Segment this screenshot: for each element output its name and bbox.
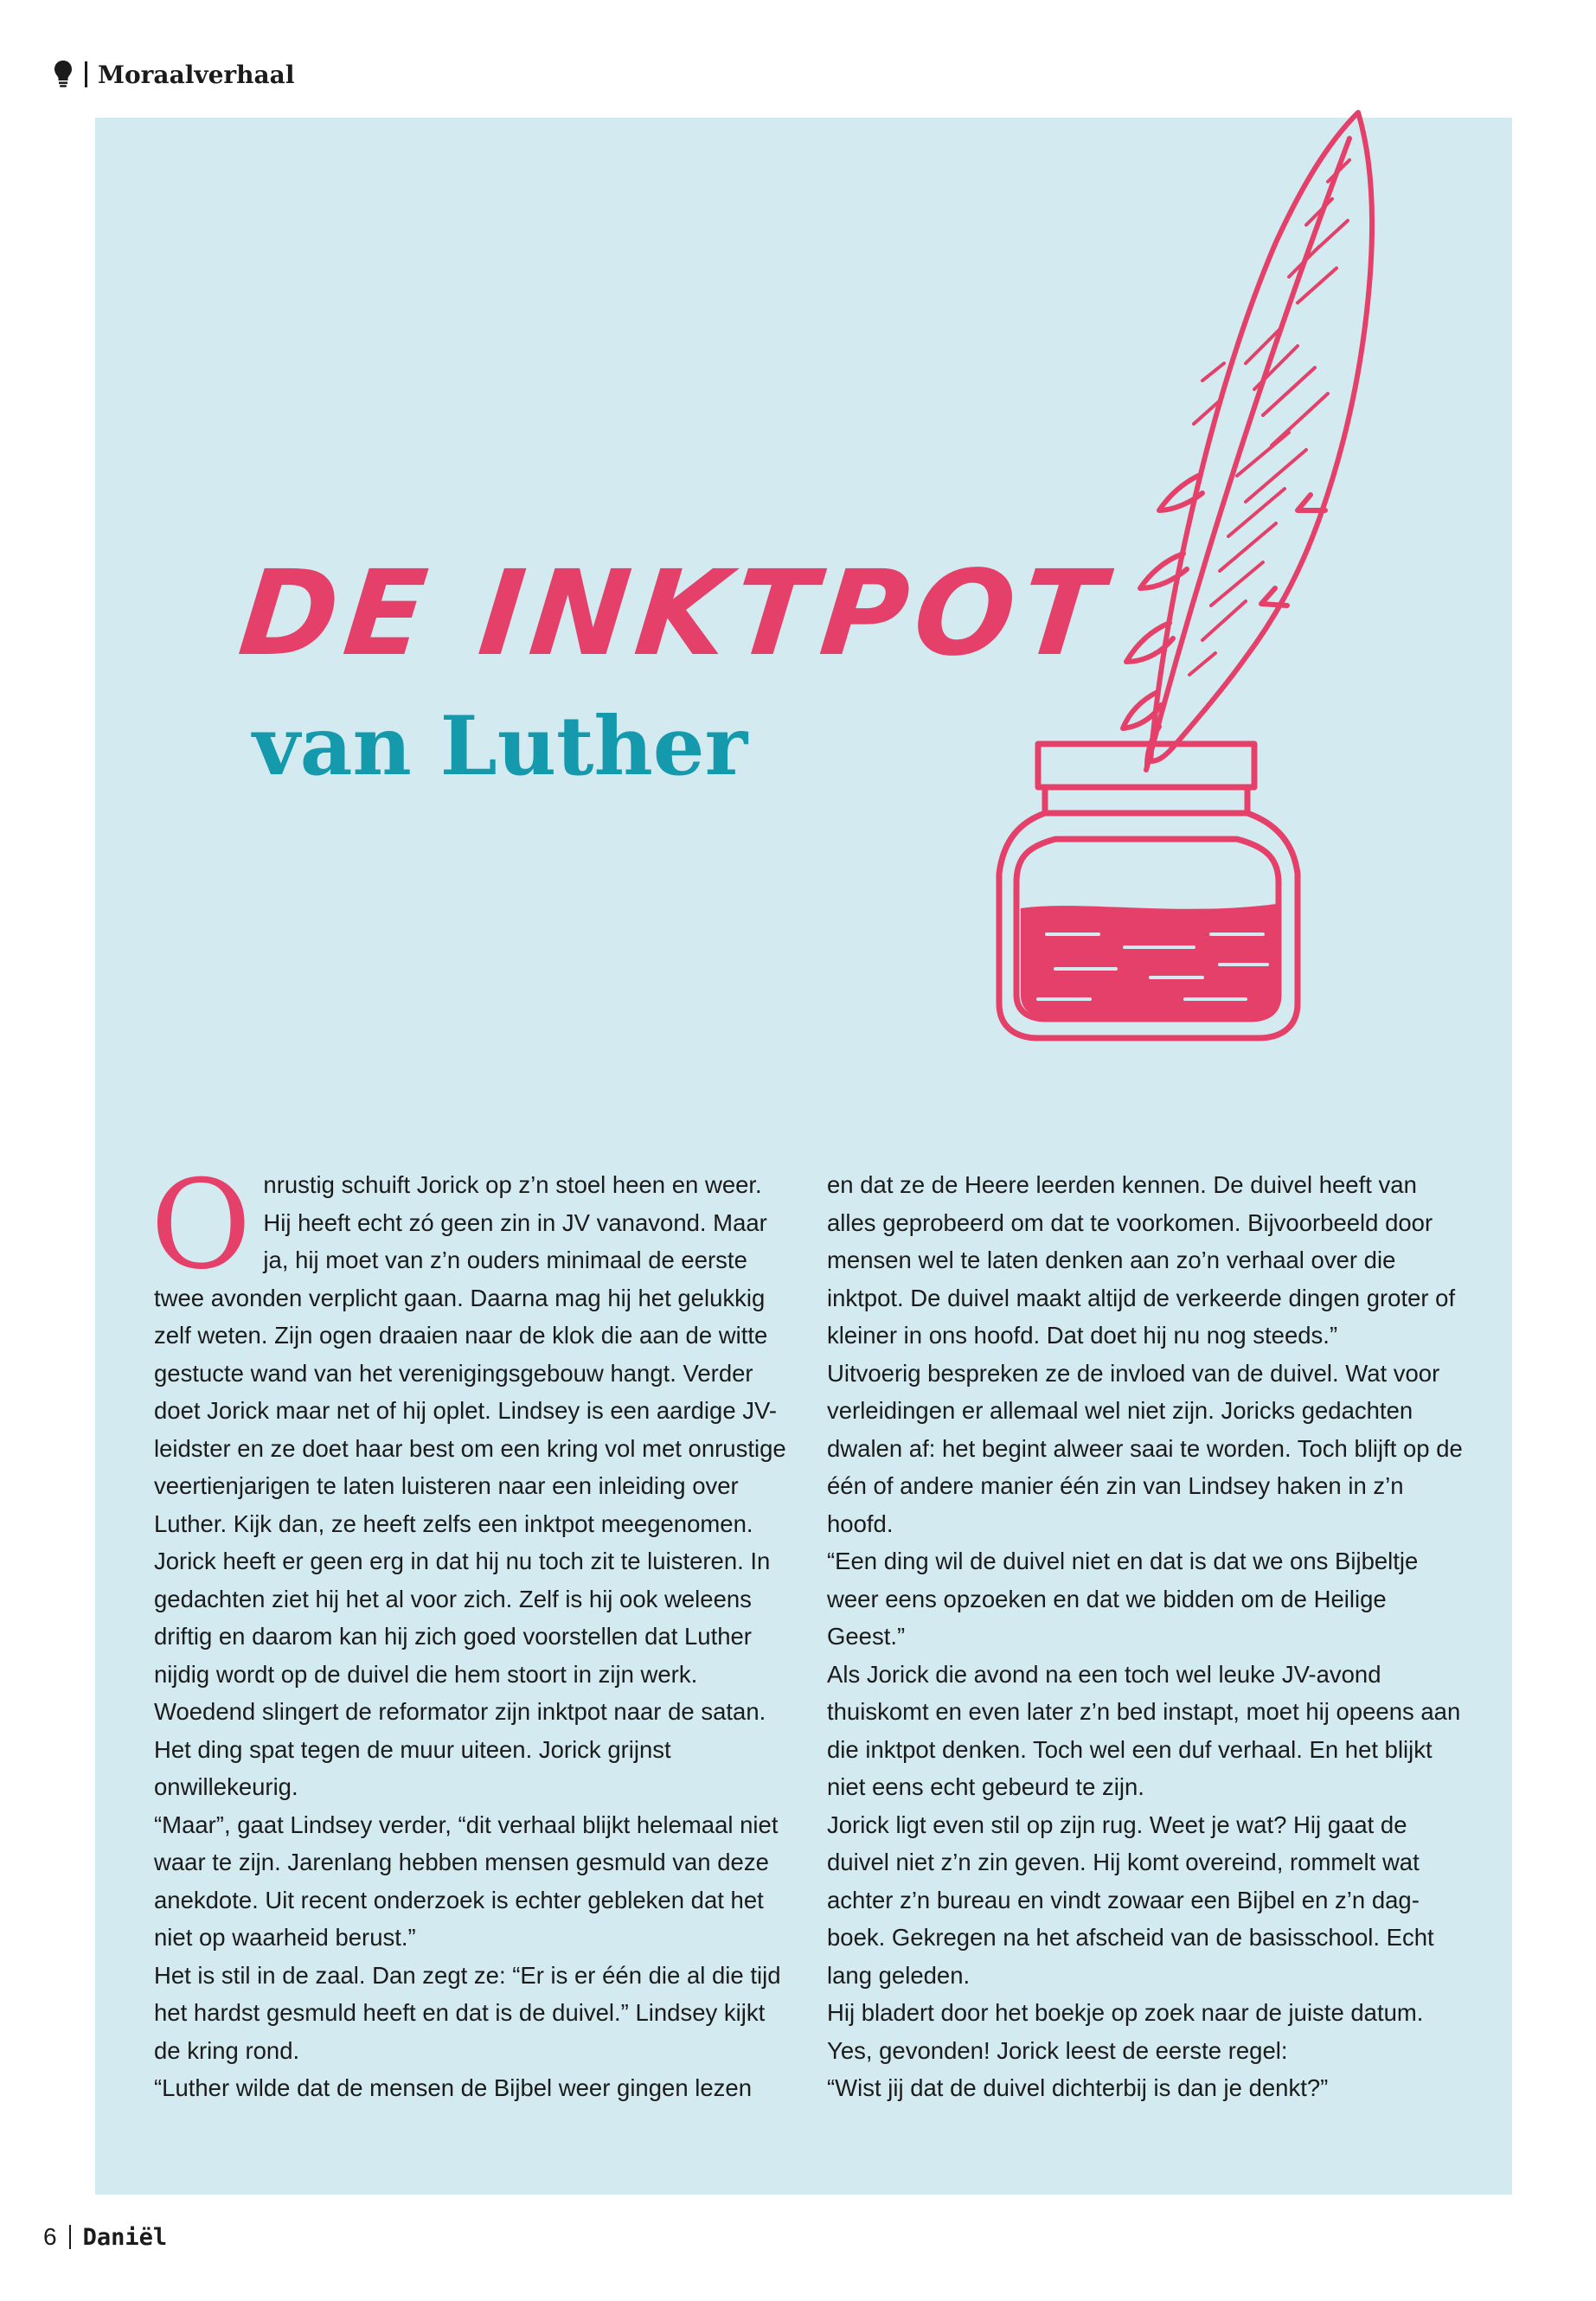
section-label: Moraalverhaal: [98, 60, 295, 89]
article-paragraph: Hij bladert door het boekje op zoek naar de juiste datum. Yes, gevonden! Jorick leest de eerste regel:: [827, 1999, 1424, 2064]
article-paragraph: Jorick ligt even stil op zijn rug. Weet je wat? Hij gaat de duivel niet z’n zin geven. Hij komt overeind, rommelt wat achter z’n bureau en vindt zowaar een Bijbel en z’n dagboek. Gekregen na het afscheid van de basisschool. Echt lang geleden.: [827, 1811, 1434, 1989]
article-paragraph: Jorick heeft er geen erg in dat hij nu toch zit te luisteren. In gedachten ziet hij het al voor zich. Zelf is hij ook weleens driftig en daarom kan hij zich goed voorstellen dat Luther nijdig wordt op de duivel die hem stoort in zijn werk. Woedend slingert de reformator zijn inktpot naar de satan. Het ding spat tegen de muur uiteen. Jorick grijnst onwillekeurig.: [154, 1548, 771, 1800]
article-paragraph: Het is stil in de zaal. Dan zegt ze: “Er is er één die al die tijd het hardst gesmuld heeft en dat is de duivel.” Lindsey kijkt de kring rond.: [154, 1961, 781, 2064]
article-paragraph: [151, 1154, 794, 1542]
article-paragraph: Uitvoerig bespreken ze de invloed van de duivel. Wat voor verleidingen er allemaal wel niet zijn. Joricks gedachten dwalen af: het begint alweer saai te worden. Toch blijft op de één of andere manier één zin van Lindsey haken in z’n hoofd.: [827, 1359, 1463, 1537]
article-paragraph: en dat ze de Heere leerden kennen. De duivel heeft van alles geprobeerd om dat te voorkomen. Bijvoorbeeld door mensen wel te laten denken aan zo’n verhaal over die inktpot. De duivel maakt altijd de verkeerde dingen groter of kleiner in ons hoofd. Dat doet hij nu nog steeds.”: [827, 1171, 1456, 1349]
article-title: DE INKTPOT: [233, 546, 1117, 683]
header-divider: [85, 61, 87, 87]
page-number: 6: [43, 2223, 57, 2250]
paragraph-text: nrustig schuift Jorick op z’n stoel heen en weer. Hij heeft echt zó geen zin in JV vanavond. Maar ja, hij moet van z’n ouders minimaal de eerste twee avonden verplicht gaan. Daarna mag hij het gelukkig zelf weten. Zijn ogen draaien naar de klok die aan de witte gestucte wand van het verenigingsgebouw hangt. Verder doet Jorick maar net of hij oplet. Lindsey is een aardige JV-leidster en ze doet haar best om een kring vol met onrustige veertienjarigen te laten luisteren naar een inleiding over Luther. Kijk dan, ze heeft zelfs een inktpot meegenomen.: [154, 1171, 786, 1537]
lightbulb-icon: [54, 60, 73, 89]
magazine-name: Daniël: [82, 2223, 168, 2251]
article-paragraph: “Wist jij dat de duivel dichterbij is dan je denkt?”: [827, 2074, 1329, 2101]
article-subtitle: van Luther: [253, 699, 748, 794]
page-header: [54, 57, 294, 92]
drop-cap: O: [151, 1154, 252, 1297]
footer-divider: [69, 2225, 71, 2249]
article-paragraph: Als Jorick die avond na een toch wel leuke JV-avond thuiskomt en even later z’n bed instapt, moet hij opeens aan die inktpot denken. Toch wel een duf verhaal. En het blijkt niet eens echt gebeurd te zijn.: [827, 1660, 1461, 1800]
article-column-left: [151, 1154, 794, 2107]
article-paragraph: “Een ding wil de duivel niet en dat is dat we ons Bijbeltje weer eens opzoeken en dat we bidden om de Heilige Geest.”: [827, 1548, 1419, 1650]
page-footer: [43, 2220, 167, 2254]
article-paragraph: “Maar”, gaat Lindsey verder, “dit verhaal blijkt helemaal niet waar te zijn. Jarenlang hebben mensen gesmuld van deze anekdote. Uit recent onderzoek is echter gebleken dat het niet op waarheid berust.”: [154, 1811, 779, 1951]
article-paragraph: “Luther wilde dat de mensen de Bijbel weer gingen lezen: [154, 2074, 752, 2101]
article-column-right: [827, 1166, 1467, 2107]
